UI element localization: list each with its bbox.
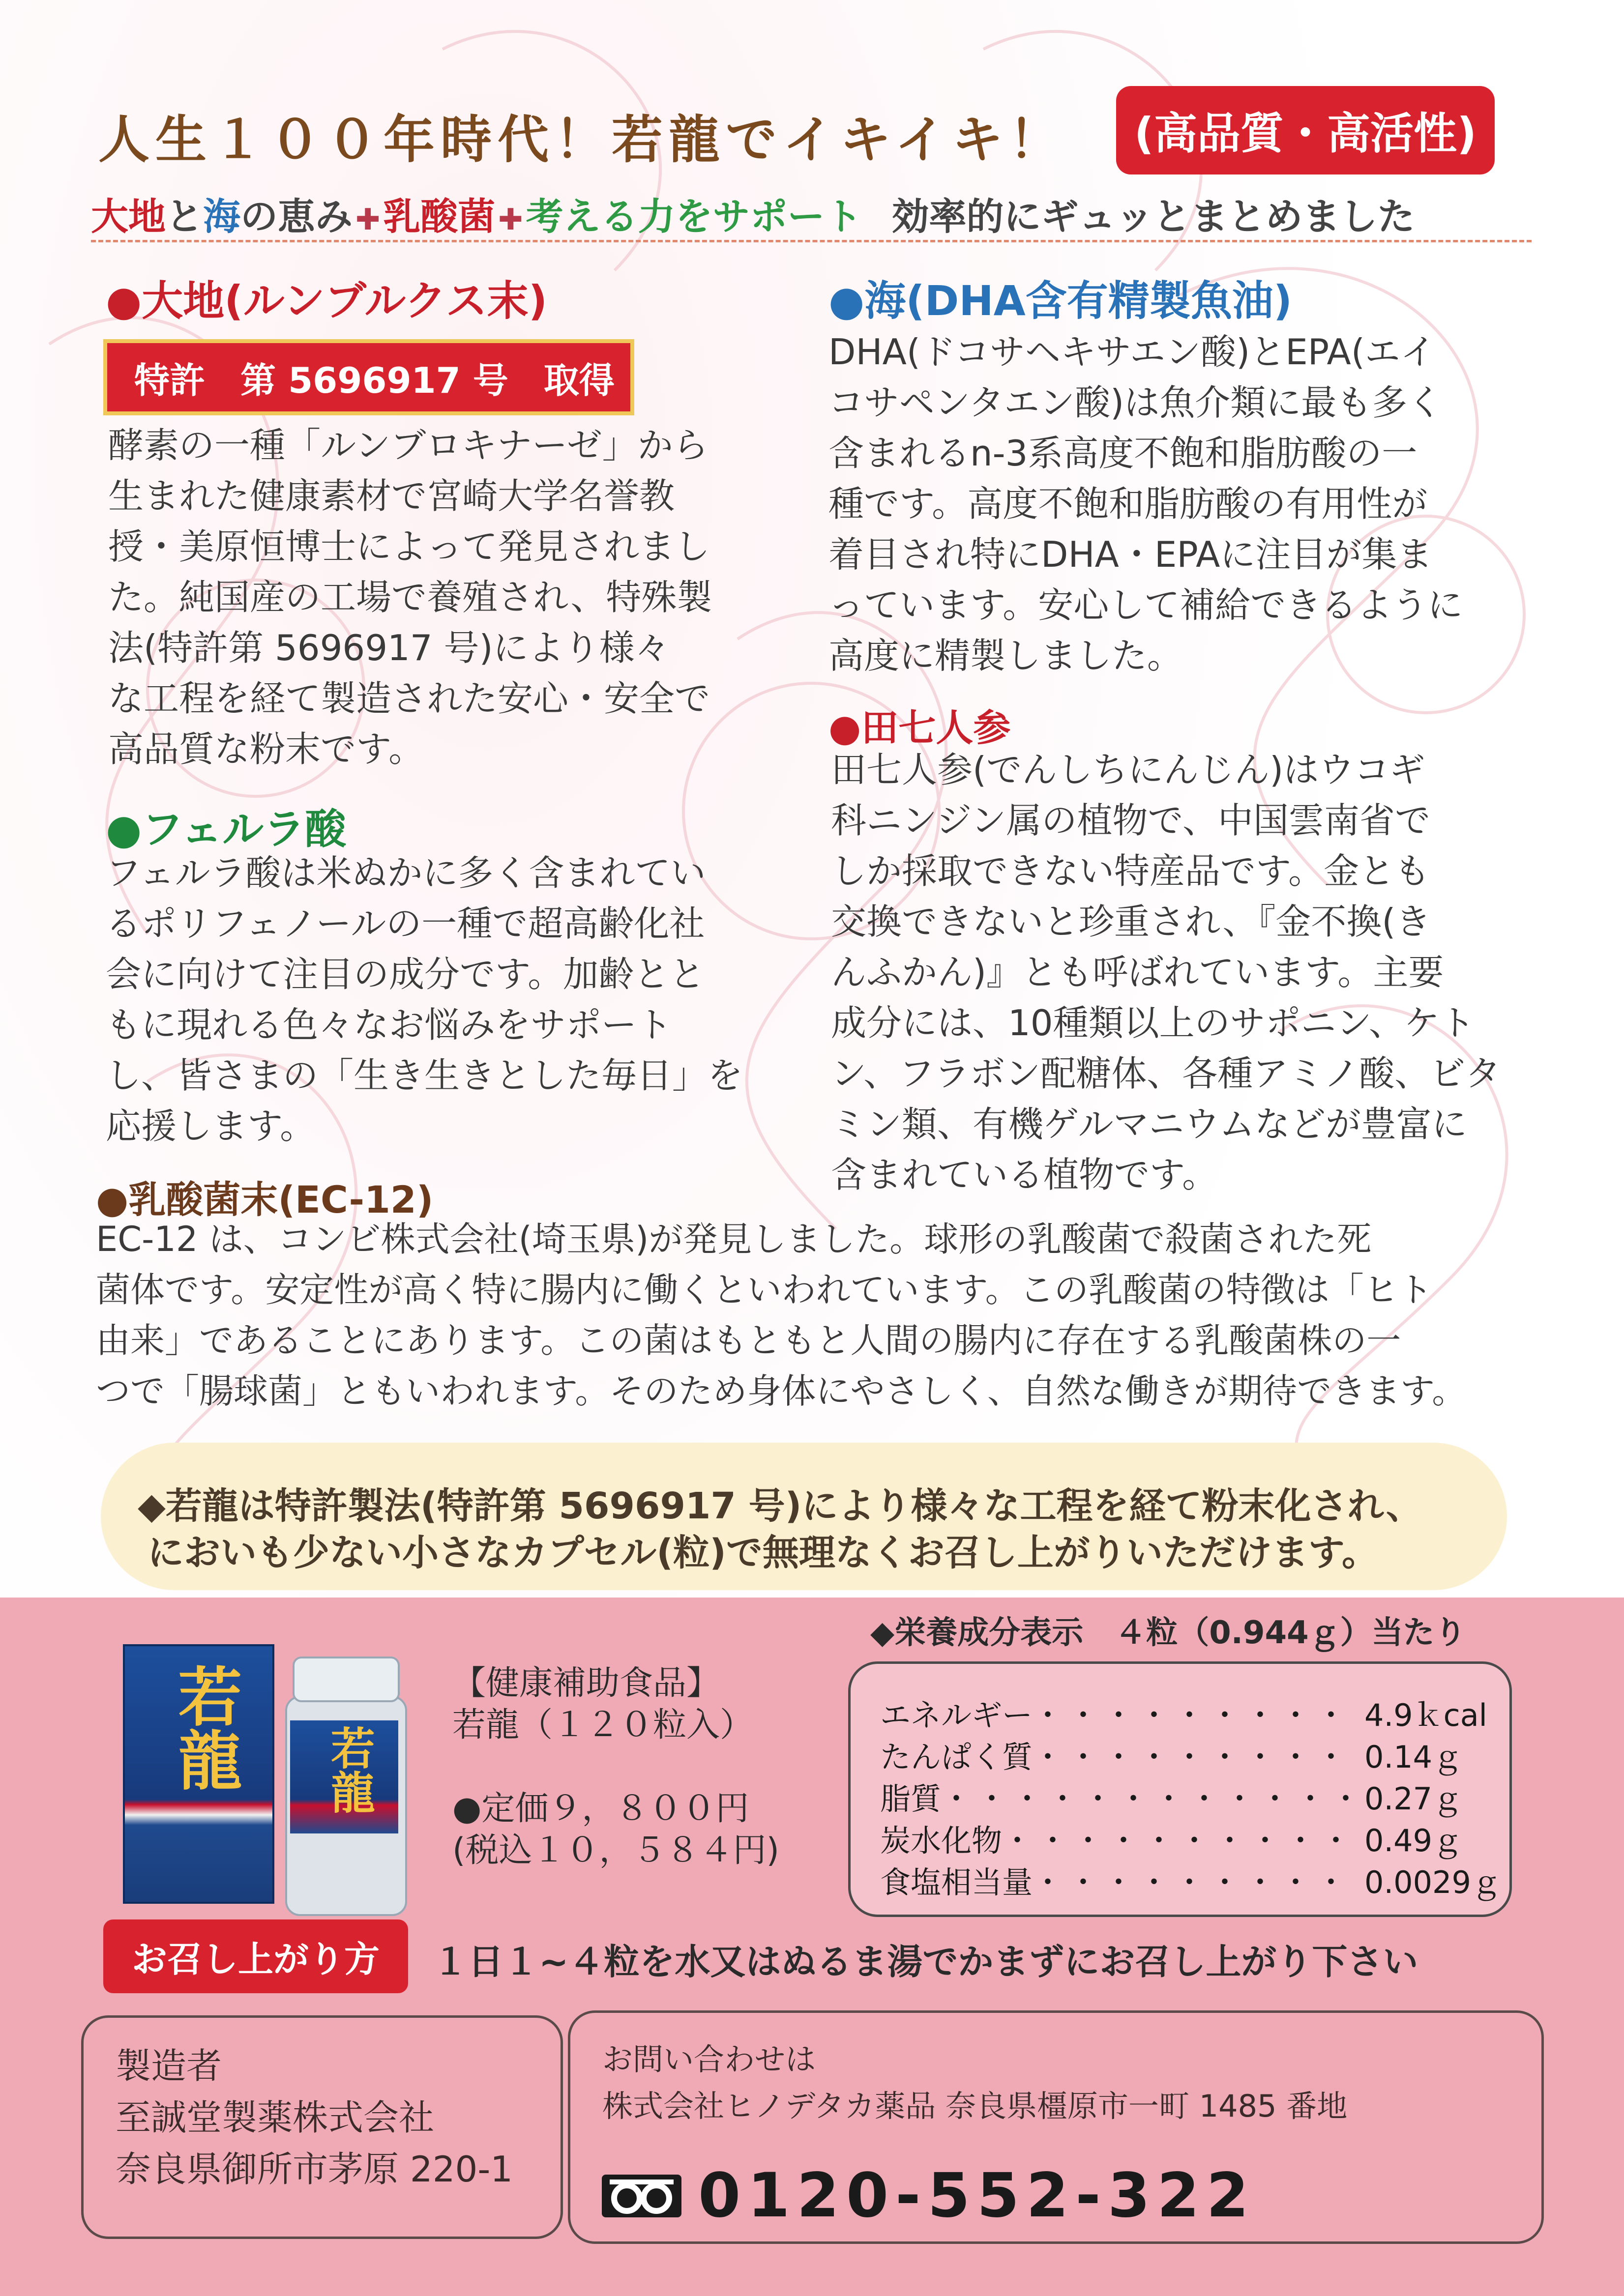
nutrition-table [848, 1661, 1512, 1917]
nutrition-header: ◆栄養成分表示 ４粒（0.944ｇ）当たり [870, 1615, 1466, 1651]
directions-text: １日１~４粒を水又はぬるま湯でかまずにお召し上がり下さい [433, 1941, 1418, 1982]
tagline-umi: 海 [203, 195, 240, 238]
tagline-daichi: 大地 [91, 195, 166, 238]
body-line: 授・美原恒博士によって発見されまし [108, 526, 710, 567]
product-name: 若龍（１２０粒入） [452, 1706, 754, 1744]
nutrition-label: たんぱく質 [880, 1739, 1033, 1775]
body-line: 応援します。 [106, 1105, 316, 1147]
product-bottle-image [285, 1657, 403, 1912]
nutrition-label: 脂質 [880, 1781, 942, 1817]
contact-company-address: 株式会社ヒノデタカ薬品 奈良県橿原市一町 1485 番地 [602, 2088, 1348, 2124]
body-line: んふかん)』とも呼ばれています。主要 [831, 952, 1444, 993]
nutrition-value: 0.49ｇ [1364, 1823, 1463, 1859]
manufacturer-company: 至誠堂製薬株式会社 [116, 2097, 435, 2138]
leader-dots: ・・・・・・・・・ [1033, 1697, 1352, 1733]
body-line: ミン類、有機ゲルマニウムなどが豊富に [831, 1104, 1467, 1145]
dashed-divider [91, 240, 1532, 242]
plus-icon: ✚ [355, 203, 381, 237]
nutrition-row [880, 1816, 1463, 1860]
notice-line: ◆若龍は特許製法(特許第 5696917 号)により様々な工程を経て粉末化され、 [138, 1485, 1422, 1527]
bottle-label [290, 1720, 398, 1833]
tagline-kangaeru: 考える力をサポート [526, 195, 862, 238]
body-line: EC-12 は、コンビ株式会社(埼玉県)が発見しました。球形の乳酸菌で殺菌された死 [96, 1219, 1372, 1259]
freedial-icon [600, 2173, 683, 2219]
body-line: 含まれるn-3系高度不飽和脂肪酸の一 [828, 433, 1417, 474]
nutrition-value: 0.14ｇ [1364, 1739, 1463, 1775]
lactic-body [96, 1214, 1466, 1417]
product-price-tax: (税込１０，５８４円) [452, 1831, 780, 1870]
nutrition-row [880, 1691, 1487, 1735]
body-line: つで「腸球菌」ともいわれます。そのため身体にやさしく、自然な働きが期待できます。 [96, 1371, 1467, 1411]
nutrition-label: エネルギー [880, 1697, 1033, 1733]
body-line: コサペンタエン酸)は魚介類に最も多く [828, 382, 1443, 423]
leader-dots: ・・・・・・・・・ [1033, 1864, 1352, 1900]
contact-title: お問い合わせは [602, 2041, 816, 2077]
body-line: 田七人参(でんしちにんじん)はウコギ [831, 749, 1425, 790]
body-line: 種です。高度不飽和脂肪酸の有用性が [828, 483, 1428, 524]
product-price: ●定価９，８００円 [452, 1789, 749, 1828]
manufacturer-address: 奈良県御所市茅原 220-1 [116, 2149, 513, 2190]
bottle-cap [293, 1657, 400, 1702]
nutrition-row [880, 1774, 1463, 1818]
ferulic-title: ●フェルラ酸 [106, 805, 347, 853]
quality-badge: (高品質・高活性) [1116, 86, 1495, 174]
product-brand-logo: 若龍 [168, 1663, 243, 1791]
body-line: ン、フラボン配糖体、各種アミノ酸、ビタ [831, 1053, 1501, 1094]
manufacturing-notice [101, 1443, 1507, 1590]
product-box-image [123, 1644, 274, 1904]
bottle-brand-logo: 若龍 [323, 1725, 375, 1814]
denshichi-title: ●田七人参 [828, 706, 1011, 750]
body-line: 高品質な粉末です。 [108, 728, 424, 770]
leader-dots: ・・・・・・・・・・ [1002, 1823, 1357, 1859]
body-line: フェルラ酸は米ぬかに多く含まれてい [106, 852, 706, 894]
nutrition-row [880, 1858, 1502, 1902]
body-line: 生まれた健康素材で宮崎大学名誉教 [108, 475, 675, 517]
leader-dots: ・・・・・・・・・・・・ [941, 1781, 1366, 1817]
manufacturer-box [81, 2015, 563, 2239]
body-line: るポリフェノールの一種で超高齢化社 [106, 903, 705, 944]
body-line: DHA(ドコサヘキサエン酸)とEPA(エイ [828, 331, 1436, 373]
body-line: し、皆さまの「生き生きとした毎日」を [106, 1055, 743, 1096]
nutrition-label: 炭水化物 [880, 1823, 1003, 1859]
body-line: た。純国産の工場で養殖され、特殊製 [108, 577, 712, 618]
contact-box [568, 2010, 1544, 2244]
product-category: 【健康補助食品】 [452, 1664, 720, 1703]
body-line: しか採取できない特産品です。金とも [831, 850, 1430, 892]
headline: 人生１００年時代！若龍でイキイキ！ [98, 109, 1066, 170]
body-line: 法(特許第 5696917 号)により様々 [108, 627, 670, 668]
manufacturer-title: 製造者 [116, 2045, 222, 2087]
denshichi-body [831, 745, 1501, 1200]
body-line: 交換できないと珍重され、『金不換(き [831, 901, 1431, 942]
ferulic-body [106, 848, 743, 1152]
daichi-title: ●大地(ルンブルクス末) [106, 277, 548, 325]
body-line: 含まれている植物です。 [831, 1154, 1218, 1195]
phone-number[interactable]: 0120-552-322 [698, 2160, 1256, 2231]
daichi-body [108, 420, 712, 775]
directions-label: お召し上がり方 [103, 1919, 408, 1993]
tagline-megumi: の恵み [240, 195, 353, 238]
body-line: もに現れる色々なお悩みをサポート [106, 1004, 673, 1046]
plus-icon: ✚ [498, 203, 523, 237]
tagline-nyusankin: 乳酸菌 [383, 195, 496, 238]
umi-body [828, 327, 1463, 681]
nutrition-value: 0.0029ｇ [1364, 1864, 1502, 1900]
body-line: 菌体です。安定性が高く特に腸内に働くといわれています。この乳酸菌の特徴は「ヒト [96, 1270, 1433, 1310]
body-line: 会に向けて注目の成分です。加齢とと [106, 954, 705, 995]
tagline-to: と [166, 195, 203, 238]
body-line: 高度に精製しました。 [828, 635, 1183, 676]
body-line: 酵素の一種「ルンブロキナーゼ」から [108, 425, 709, 466]
lactic-title: ●乳酸菌末(EC-12) [96, 1178, 434, 1221]
body-line: っています。安心して補給できるように [828, 584, 1463, 626]
umi-title: ●海(DHA含有精製魚油) [828, 277, 1293, 325]
leader-dots: ・・・・・・・・・ [1033, 1739, 1352, 1775]
contact-phone[interactable] [600, 2160, 1256, 2231]
nutrition-value: 4.9ｋcal [1364, 1697, 1487, 1733]
nutrition-value: 0.27ｇ [1364, 1781, 1463, 1817]
patent-banner: 特許 第 5696917 号 取得 [103, 339, 634, 415]
body-line: 着目され特にDHA・EPAに注目が集ま [828, 534, 1433, 575]
body-line: な工程を経て製造された安心・安全で [108, 678, 710, 719]
body-line: 成分には、10種類以上のサポニン、ケト [831, 1002, 1475, 1044]
body-line: 由来」であることにあります。この菌はもともと人間の腸内に存在する乳酸菌株の一 [96, 1320, 1401, 1361]
tagline [91, 187, 1415, 240]
notice-line: においも少ない小さなカプセル(粒)で無理なくお召し上がりいただけます。 [148, 1532, 1378, 1574]
nutrition-label: 食塩相当量 [880, 1864, 1033, 1900]
body-line: 科ニンジン属の植物で、中国雲南省で [831, 800, 1430, 841]
tagline-summary: 効率的にギュッとまとめました [891, 195, 1415, 238]
nutrition-row [880, 1733, 1463, 1776]
